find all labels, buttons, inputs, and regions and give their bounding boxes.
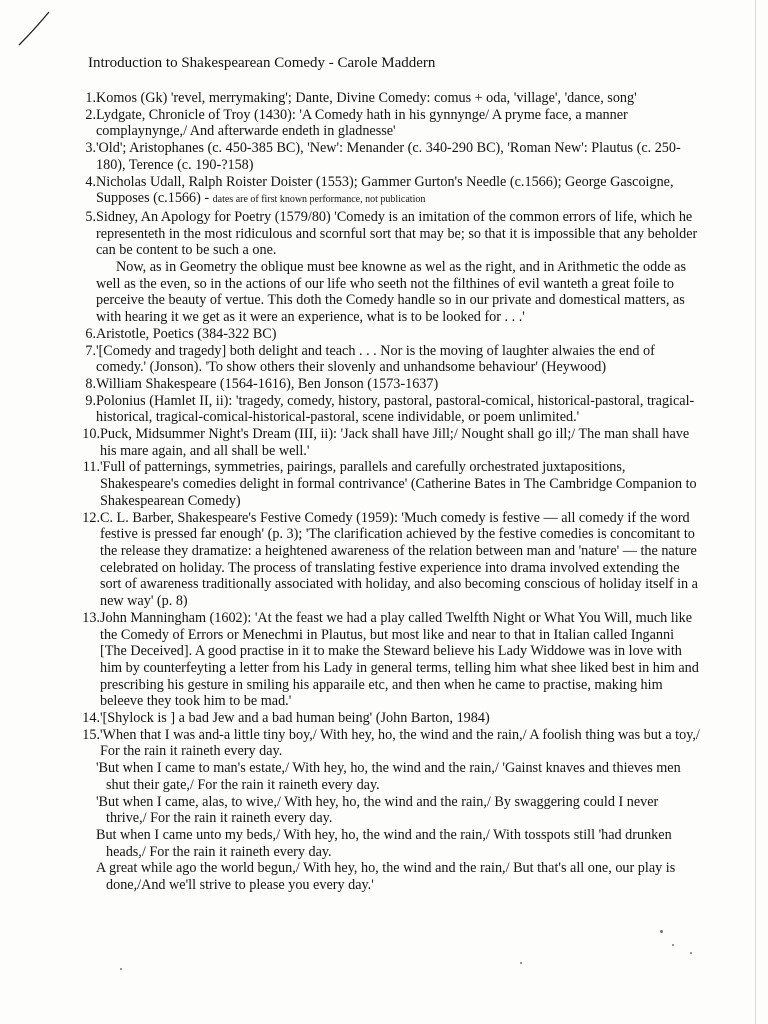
- list-item: [78, 326, 700, 343]
- item-number: 10.: [82, 426, 100, 443]
- verse-stanza: But when I came unto my beds,/ With hey, ho, the wind and the rain,/ With tosspots still 'had drunken heads,/ For the rain it raineth every day.: [96, 826, 672, 860]
- item-number: 8.: [85, 375, 96, 392]
- scan-speck: [120, 968, 122, 970]
- list-item: [78, 710, 700, 727]
- item-text: William Shakespeare (1564-1616), Ben Jonson (1573-1637): [96, 375, 439, 392]
- list-item: [78, 459, 700, 509]
- scan-speck: [690, 952, 692, 954]
- item-number: 14.: [82, 710, 100, 727]
- item-text: 'Old'; Aristophanes (c. 450-385 BC), 'New': Menander (c. 340-290 BC), 'Roman New': Plautus (c. 250-180), Terence (c. 190-?158): [96, 140, 681, 173]
- item-text: 'When that I was and-a little tiny boy,/ With hey, ho, the wind and the rain,/ A foolish thing was but a toy,/ For the rain it raineth every day.: [100, 726, 700, 760]
- item-text: Sidney, An Apology for Poetry (1579/80) 'Comedy is an imitation of the common errors of life, which he representeth in the most ridiculous and scornful sort that may be; so that it is impossible that any beholder can be content to be such a one.: [96, 208, 698, 259]
- item-footnote: dates are of first known performance, not publication: [212, 194, 426, 206]
- item-text: Lydgate, Chronicle of Troy (1430): 'A Comedy hath in his gynnynge/ A pryme face, a manner complaynynge,/ And afterwarde endeth in gladnesse': [96, 106, 628, 140]
- item-number: 13.: [82, 609, 100, 626]
- verse-stanza: 'But when I came, alas, to wive,/ With hey, ho, the wind and the rain,/ By swaggering could I never thrive,/ For the rain it raineth every day.: [96, 793, 659, 827]
- list-item: [78, 107, 700, 140]
- item-text: 'Full of patternings, symmetries, pairings, parallels and carefully orchestrated juxtapositions, Shakespeare's comedies delight in formal contrivance' (Catherine Bates in The Cambridge Companion to Shakespearean Comedy): [100, 459, 697, 509]
- list-item: [78, 727, 700, 760]
- item-text: C. L. Barber, Shakespeare's Festive Comedy (1959): 'Much comedy is festive — all comedy if the word festive is pressed far enough' (p. 3); 'The clarification achieved by the festive comedies is concomitant to the release they dramatize: a heightened awareness of the relation between man and 'nature' — the nature celebrated on holiday. The process of translating festive experience into drama involved extending the sort of awareness traditionally associated with holiday, and also becoming conscious of holiday itself in a new way' (p. 8): [100, 509, 698, 610]
- list-item: [78, 376, 700, 393]
- item-number: 12.: [82, 509, 100, 526]
- item-number: 4.: [85, 173, 96, 190]
- item-number: 15.: [82, 726, 100, 743]
- item-text: Puck, Midsummer Night's Dream (III, ii): 'Jack shall have Jill;/ Nought shall go ill;/ The man shall have his mare again, and all shall be well.': [100, 426, 690, 459]
- item-number: 2.: [85, 106, 96, 123]
- item-number: 11.: [82, 459, 100, 476]
- item-text: '[Shylock is ] a bad Jew and a bad human being' (John Barton, 1984): [100, 710, 490, 727]
- list-item: [78, 610, 700, 710]
- list-item: [78, 174, 700, 209]
- scan-speck: [520, 962, 522, 964]
- list-item: [78, 209, 700, 326]
- verse-stanza: A great while ago the world begun,/ With hey, ho, the wind and the rain,/ But that's all one, our play is done,/And we'll strive to please you every day.': [96, 860, 676, 894]
- document-title: Introduction to Shakespearean Comedy - Carole Maddern: [88, 55, 436, 71]
- list-item: [78, 140, 700, 173]
- numbered-list: [78, 90, 700, 894]
- item-number: 9.: [85, 392, 96, 409]
- item-text: John Manningham (1602): 'At the feast we had a play called Twelfth Night or What You Will, much like the Comedy of Errors or Menechmi in Plautus, but most like and near to that in Italian called Inganni [The Deceived]. A good practise in it to make the Steward believe his Lady Widdowe was in love with him by counterfeyting a letter from his Lady in general terms, telling him what shee liked best in him and prescribing his gesture in smiling his apparaile etc, and then when he came to practise, making him beleeve they took him to be mad.': [100, 609, 699, 710]
- item-text: Komos (Gk) 'revel, merrymaking'; Dante, Divine Comedy: comus + oda, 'village', 'dance, song': [96, 90, 637, 106]
- item-number: 5.: [85, 208, 96, 225]
- list-item: [78, 510, 700, 610]
- item-text: Polonius (Hamlet II, ii): 'tragedy, comedy, history, pastoral, pastoral-comical, historical-pastoral, tragical-historical, tragical-comical-historical-pastoral, scene individable, or poem unlimited.': [96, 392, 695, 426]
- scan-speck: [672, 944, 674, 946]
- item-text: '[Comedy and tragedy] both delight and teach . . . Nor is the moving of laughter alwaies the end of comedy.' (Jonson). 'To show others their slovenly and unhandsome behaviour' (Heywood): [96, 342, 655, 376]
- list-item: [78, 90, 700, 107]
- pen-mark-icon: [16, 8, 52, 48]
- list-item: [78, 343, 700, 376]
- list-item: [78, 426, 700, 459]
- item-text: Nicholas Udall, Ralph Roister Doister (1553); Gammer Gurton's Needle (c.1566); George Gascoigne, Supposes (c.1566) -: [96, 173, 674, 207]
- list-item: [78, 393, 700, 426]
- item-number: 7.: [85, 342, 96, 359]
- verse-stanza: 'But when I came to man's estate,/ With hey, ho, the wind and the rain,/ 'Gainst knaves and thieves men shut their gate,/ For the rain it raineth every day.: [96, 760, 681, 793]
- item-number: 6.: [85, 325, 96, 342]
- item-number: 1.: [85, 90, 96, 106]
- page-edge: [755, 0, 756, 1024]
- item-text: Aristotle, Poetics (384-322 BC): [96, 325, 277, 342]
- item-paragraph: Now, as in Geometry the oblique must bee knowne as wel as the right, and in Arithmetic the odde as well as the even, so in the actions of our life who seeth not the filthines of evil wanteth a great foile to perceive the beauty of vertue. This doth the Comedy handle so in our private and domestical matters, as with hearing it we get as it were an experience, what is to be looked for . . .': [96, 259, 686, 326]
- scan-speck: [660, 930, 663, 933]
- item-number: 3.: [85, 140, 96, 157]
